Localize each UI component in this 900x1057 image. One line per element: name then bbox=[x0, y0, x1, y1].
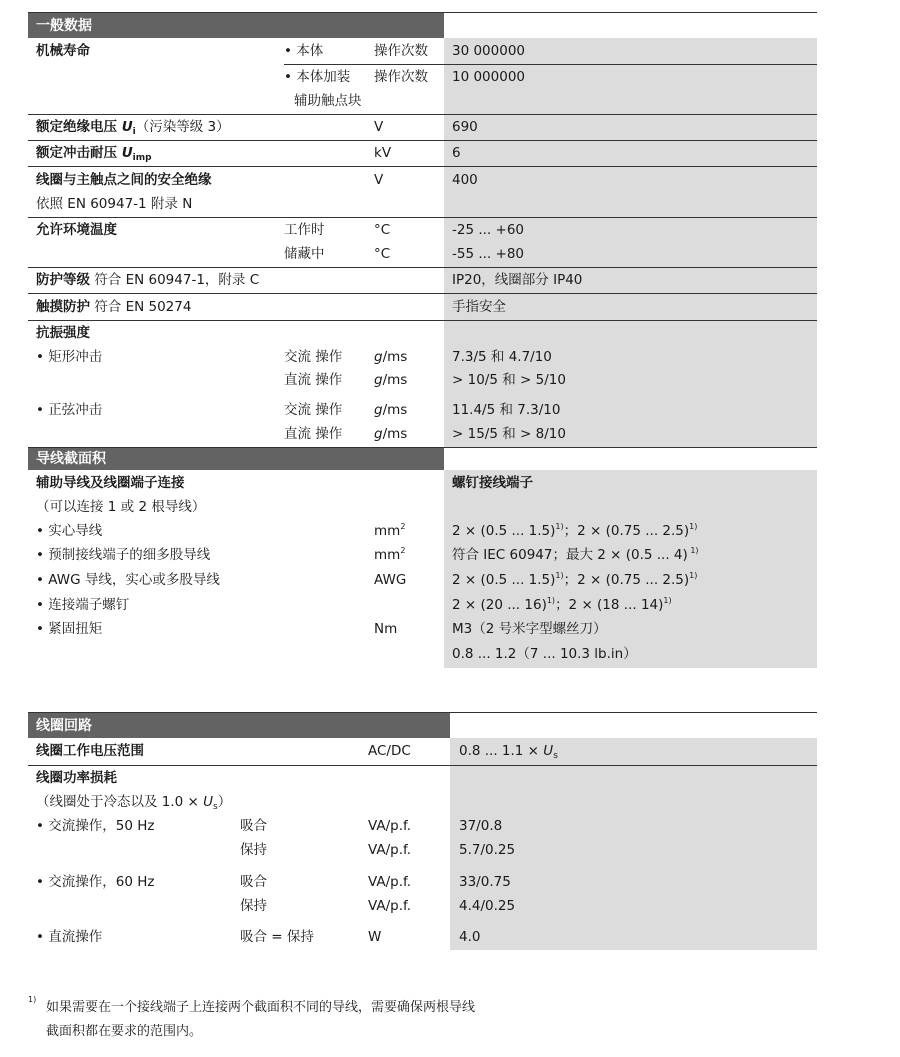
row-label: 机械寿命 bbox=[36, 43, 90, 59]
row-value: 2 × (20 ... 16)$^{1)}$；2 × (18 ... 14)$^{1)}$ bbox=[452, 596, 672, 613]
row-label: 线圈功率损耗 bbox=[36, 770, 117, 786]
row-value: 37/0.8 bbox=[459, 818, 503, 834]
row-value: 10 000000 bbox=[452, 69, 526, 85]
row-unit: VA/p.f. bbox=[368, 874, 412, 890]
row-mode: 保持 bbox=[240, 898, 267, 914]
row-mode: 保持 bbox=[240, 842, 267, 858]
row-label: 防护等级 符合 EN 60947-1，附录 C bbox=[36, 272, 260, 288]
row-value: 11.4/5 和 7.3/10 bbox=[452, 402, 561, 418]
row-unit: $mm^2$ bbox=[374, 522, 406, 539]
value-column-bg bbox=[444, 470, 817, 668]
row-item: 储藏中 bbox=[284, 246, 325, 262]
row-unit: AC/DC bbox=[368, 743, 411, 759]
row-rule bbox=[28, 765, 817, 766]
row-unit: Nm bbox=[374, 621, 398, 637]
row-mode: 直流 操作 bbox=[284, 426, 343, 442]
row-label: 线圈与主触点之间的安全绝缘 bbox=[36, 172, 212, 188]
row-item: • 交流操作，60 Hz bbox=[36, 874, 155, 890]
row-value: 2 × (0.5 ... 1.5)$^{1)}$；2 × (0.75 ... 2.5)$^{1)}$ bbox=[452, 522, 698, 539]
row-label: 抗振强度 bbox=[36, 325, 90, 341]
row-value: 33/0.75 bbox=[459, 874, 511, 890]
row-value: 7.3/5 和 4.7/10 bbox=[452, 349, 552, 365]
section-title: 线圈回路 bbox=[36, 718, 92, 734]
row-label: 额定冲击耐压 $U_{imp}$ bbox=[36, 145, 152, 163]
row-rule bbox=[28, 140, 817, 141]
row-value: 2 × (0.5 ... 1.5)$^{1)}$；2 × (0.75 ... 2.5)$^{1)}$ bbox=[452, 571, 698, 588]
row-item: • 本体 bbox=[284, 43, 324, 59]
row-unit: VA/p.f. bbox=[368, 818, 412, 834]
row-value: 符合 IEC 60947；最大 2 × (0.5 ... 4) $^{1)}$ bbox=[452, 546, 699, 563]
row-item: • AWG 导线，实心或多股导线 bbox=[36, 572, 220, 588]
row-value: 手指安全 bbox=[452, 299, 506, 315]
row-label-note: （可以连接 1 或 2 根导线） bbox=[36, 499, 206, 515]
row-rule bbox=[28, 320, 817, 321]
row-value: > 15/5 和 > 8/10 bbox=[452, 426, 566, 442]
row-item: • 预制接线端子的细多股导线 bbox=[36, 547, 211, 563]
footnote-text: 截面积都在要求的范围内。 bbox=[46, 1024, 203, 1039]
row-unit: V bbox=[374, 172, 384, 188]
row-value: 4.4/0.25 bbox=[459, 898, 516, 914]
row-unit: kV bbox=[374, 145, 392, 161]
row-unit: VA/p.f. bbox=[368, 842, 412, 858]
row-item: 辅助触点块 bbox=[294, 93, 362, 109]
row-rule bbox=[28, 114, 817, 115]
row-item: 工作时 bbox=[284, 222, 325, 238]
footnote-mark: 1) bbox=[28, 995, 37, 1004]
row-label-note: （线圈处于冷态以及 $1.0 \times U_s$） bbox=[36, 794, 232, 812]
row-value: -55 ... +80 bbox=[452, 246, 524, 262]
row-value: 690 bbox=[452, 119, 478, 135]
footnote-text: 如果需要在一个接线端子上连接两个截面积不同的导线，需要确保两根导线 bbox=[46, 1000, 476, 1015]
row-value: 0.8 ... 1.2（7 ... 10.3 lb.in） bbox=[452, 646, 637, 662]
row-item: • 直流操作 bbox=[36, 929, 103, 945]
row-value: 螺钉接线端子 bbox=[452, 475, 533, 491]
row-unit: g/ms bbox=[374, 372, 408, 388]
row-value: 0.8 ... $1.1 \times U_s$ bbox=[459, 743, 558, 761]
row-unit: g/ms bbox=[374, 426, 408, 442]
row-unit: W bbox=[368, 929, 382, 945]
row-value: 6 bbox=[452, 145, 461, 161]
row-label: 触摸防护 符合 EN 50274 bbox=[36, 299, 192, 315]
row-item: • 交流操作，50 Hz bbox=[36, 818, 155, 834]
row-mode: 吸合 bbox=[240, 818, 267, 834]
row-value: 5.7/0.25 bbox=[459, 842, 516, 858]
row-label-note: 依照 EN 60947-1 附录 N bbox=[36, 196, 193, 212]
row-label: 线圈工作电压范围 bbox=[36, 743, 144, 759]
row-value: > 10/5 和 > 5/10 bbox=[452, 372, 566, 388]
row-value: IP20，线圈部分 IP40 bbox=[452, 272, 583, 288]
row-rule bbox=[28, 293, 817, 294]
row-mode: 吸合 bbox=[240, 874, 267, 890]
row-value: 400 bbox=[452, 172, 478, 188]
row-item: • 紧固扭矩 bbox=[36, 621, 103, 637]
row-value: 4.0 bbox=[459, 929, 481, 945]
row-value: -25 ... +60 bbox=[452, 222, 524, 238]
row-unit: VA/p.f. bbox=[368, 898, 412, 914]
row-label: 允许环境温度 bbox=[36, 222, 117, 238]
row-mode: 交流 操作 bbox=[284, 349, 343, 365]
section-title: 导线截面积 bbox=[36, 451, 106, 467]
row-unit: °C bbox=[374, 246, 391, 262]
row-unit: V bbox=[374, 119, 384, 135]
row-unit: 操作次数 bbox=[374, 69, 428, 85]
row-unit: °C bbox=[374, 222, 391, 238]
row-rule bbox=[28, 166, 817, 167]
row-mode: 直流 操作 bbox=[284, 372, 343, 388]
row-unit: $mm^2$ bbox=[374, 546, 406, 563]
section-title: 一般数据 bbox=[36, 18, 92, 34]
row-mode: 交流 操作 bbox=[284, 402, 343, 418]
row-unit: 操作次数 bbox=[374, 43, 428, 59]
row-value: 30 000000 bbox=[452, 43, 526, 59]
row-item: • 本体加装 bbox=[284, 69, 351, 85]
row-unit: g/ms bbox=[374, 402, 408, 418]
row-item: • 实心导线 bbox=[36, 523, 103, 539]
row-rule bbox=[284, 64, 817, 65]
row-unit: g/ms bbox=[374, 349, 408, 365]
row-item: • 连接端子螺钉 bbox=[36, 597, 130, 613]
row-rule bbox=[28, 217, 817, 218]
row-item: • 正弦冲击 bbox=[36, 402, 103, 418]
row-label: 额定绝缘电压 $U_i$（污染等级 3） bbox=[36, 119, 230, 137]
row-value: M3（2 号米字型螺丝刀） bbox=[452, 621, 607, 637]
row-label: 辅助导线及线圈端子连接 bbox=[36, 475, 185, 491]
row-unit: AWG bbox=[374, 572, 407, 588]
row-mode: 吸合 = 保持 bbox=[240, 929, 314, 945]
row-rule bbox=[28, 267, 817, 268]
row-item: • 矩形冲击 bbox=[36, 349, 103, 365]
